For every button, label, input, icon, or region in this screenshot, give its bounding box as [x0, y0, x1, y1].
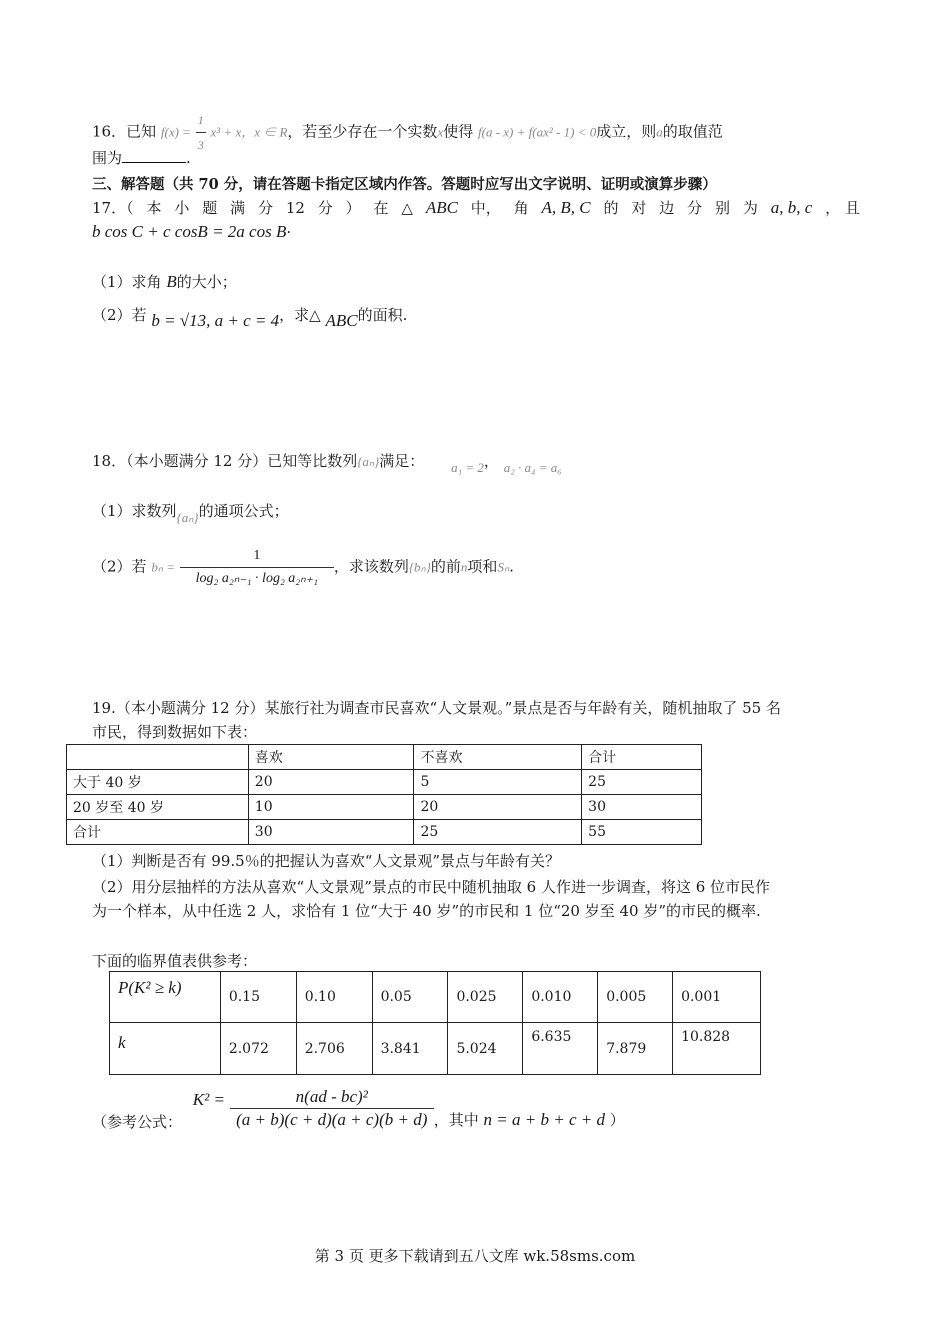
q17-p2-abc: ABC [325, 311, 358, 330]
formula-k2: K² = [192, 1089, 225, 1109]
q18-p2-s: Sₙ [497, 559, 510, 575]
q16-frac-den: 3 [197, 138, 204, 152]
q18-p2-n: n [460, 559, 468, 575]
q19-part2-line2: 为一个样本，从中任选 2 人，求恰有 1 位“大于 40 岁”的市民和 1 位“20 岁至 40 岁”的市民的概率. [92, 902, 761, 920]
q18-p2-mid2: 的前 [430, 557, 461, 576]
survey-row [67, 820, 702, 845]
q17-lead-char: 小 [174, 199, 190, 217]
q17-lead-char: 本 [146, 199, 162, 217]
q18-bn: bₙ = [151, 559, 176, 575]
q16-mid2: 使得 [443, 122, 474, 141]
formula-n: n = a + b + c + d [483, 1109, 605, 1129]
q17-lead-char: ） [345, 199, 361, 217]
survey-cell: 30 [248, 820, 414, 845]
q16-line2-text: 围为 [92, 149, 123, 167]
page-footer: 第 3 页 更多下载请到五八文库 wk.58sms.com [314, 1247, 636, 1265]
q17-p2-mid: ，求△ [279, 306, 321, 324]
q18-p2-mid3: 项和 [467, 557, 498, 576]
crit-p-cell: 0.025 [448, 972, 523, 1023]
survey-cell: 55 [582, 820, 702, 845]
crit-k-cell: 7.879 [598, 1023, 673, 1075]
q17-lead-char: 12 [285, 199, 305, 217]
q17-lead-char: 在 [373, 199, 389, 217]
q17-part1 [92, 271, 237, 292]
q17-angles: A, B, C [541, 198, 591, 217]
q17-side-char: 对 [631, 199, 647, 217]
q18-fraction [180, 545, 334, 590]
crit-k-cell: 2.072 [220, 1023, 296, 1075]
q19-part1: （1）判断是否有 99.5％的把握认为喜欢“人文景观”景点与年龄有关？ [92, 852, 561, 870]
crit-p-label [110, 972, 221, 1023]
crit-k-label-text: k [118, 1033, 126, 1052]
q18-p2-end: . [509, 557, 514, 576]
crit-k-cell: 10.828 [673, 1023, 761, 1075]
q18-p1-post: 的通项公式； [198, 502, 289, 520]
survey-header-cell: 不喜欢 [414, 745, 582, 770]
q17-lead-char: △ [401, 199, 413, 217]
survey-header-cell: 合计 [582, 745, 702, 770]
crit-p-cell: 0.15 [220, 972, 296, 1023]
survey-row [67, 795, 702, 820]
q18-seq: {aₙ} [357, 454, 380, 469]
q18-cond2: a₂ · a₄ = a₆ [503, 460, 562, 475]
crit-p-row [110, 972, 761, 1023]
formula-den: (a + b)(c + d)(a + c)(b + d) [236, 1110, 428, 1129]
q17-p2-math: b = √13, a + c = 4 [151, 311, 280, 330]
crit-k-cell: 2.706 [296, 1023, 372, 1075]
survey-cell: 20 [248, 770, 414, 795]
formula-mid: ，其中 [433, 1110, 479, 1129]
survey-cell: 25 [582, 770, 702, 795]
q17-line1 [92, 197, 860, 218]
q16-var-a: a [656, 124, 663, 140]
q17-mid-char: 角 [513, 199, 529, 217]
q18-p2-seq: {bₙ} [408, 559, 431, 575]
q17-lead-char: 题 [202, 199, 218, 217]
q18-pre: 18．（本小题满分 12 分）已知等比数列 [92, 452, 358, 470]
q17-lead-char: 17．（ [92, 199, 134, 217]
q18-cond1: a₁ = 2 [451, 460, 484, 475]
critical-value-table [109, 971, 761, 1075]
q16-frac-num: 1 [196, 108, 206, 133]
formula-end: ） [609, 1110, 625, 1129]
survey-row [67, 770, 702, 795]
crit-p-label-text: P(K² ≥ k) [118, 978, 182, 997]
q19-part2-line1: （2）用分层抽样的方法从喜欢“人文景观”景点的市民中随机抽取 6 人作进一步调查，将这 6 位市民作 [92, 878, 771, 896]
q18-part2 [92, 545, 514, 590]
q17-p1-post: 的大小； [176, 273, 237, 291]
q16-fraction [196, 108, 206, 157]
q18-mid: 满足： [379, 452, 425, 470]
survey-cell: 20 [414, 795, 582, 820]
q16-line2 [92, 147, 191, 168]
survey-cell: 5 [414, 770, 582, 795]
q17-tail: ， 且 [825, 199, 860, 217]
q18-frac-den: log₂ a₂ₙ₋₁ · log₂ a₂ₙ₊₁ [195, 571, 319, 586]
q18-p2-pre: （2）若 [92, 557, 147, 576]
q17-side-char: 分 [687, 199, 703, 217]
crit-k-cell: 5.024 [448, 1023, 523, 1075]
q17-abc: ABC [425, 198, 458, 217]
crit-p-cell: 0.001 [673, 972, 761, 1023]
q17-part2 [92, 304, 408, 330]
q16-f-lhs: f(x) = [160, 124, 191, 140]
crit-k-row [110, 1023, 761, 1075]
survey-cell: 合计 [67, 820, 249, 845]
q16-tail: 成立，则 [596, 122, 657, 141]
q17-eq-end: · [286, 223, 292, 241]
crit-k-label [110, 1023, 221, 1075]
crit-p-cell: 0.10 [296, 972, 372, 1023]
survey-table [66, 744, 702, 845]
q17-side-char: 边 [659, 199, 675, 217]
q16-var-x: x [437, 124, 444, 140]
q17-side-char: 为 [742, 199, 758, 217]
q17-p2-post: 的面积. [357, 306, 408, 324]
q17-lead-char: 分 [257, 199, 273, 217]
formula-pre: （参考公式： [92, 1112, 183, 1131]
q16-end: . [186, 149, 191, 167]
reference-formula [92, 1088, 625, 1133]
formula-num: n(ad - bc)² [230, 1086, 434, 1109]
q17-p2-pre: （2）若 [92, 306, 147, 324]
q18-line1 [92, 450, 562, 475]
survey-header-cell [67, 745, 249, 770]
q16-intro: 16．已知 [92, 122, 157, 141]
q18-p1-pre: （1）求数列 [92, 502, 177, 520]
q17-mid-char: 中， [470, 199, 501, 217]
q17-lead-char: 分 [317, 199, 333, 217]
q16-mid: ，若至少存在一个实数 [287, 122, 438, 141]
q17-line2 [92, 222, 291, 242]
q18-frac-num: 1 [180, 545, 334, 568]
crit-k-cell: 3.841 [372, 1023, 448, 1075]
q18-part1 [92, 500, 289, 525]
q17-lead-char: 满 [230, 199, 246, 217]
q17-equation: b cos C + c cosB = 2a cos B [92, 222, 287, 241]
survey-header-cell: 喜欢 [248, 745, 414, 770]
survey-header-row [67, 745, 702, 770]
q18-comma: ， [483, 452, 499, 470]
q17-p1-var: B [166, 272, 177, 291]
crit-k-cell: 6.635 [523, 1023, 598, 1075]
q17-side-char: 别 [715, 199, 731, 217]
crit-p-cell: 0.005 [598, 972, 673, 1023]
section-3-heading: 三、解答题（共 70 分，请在答题卡指定区域内作答。答题时应写出文字说明、证明或演算步骤） [92, 176, 717, 193]
q16-f-rhs: x³ + x，x ∈ R [210, 124, 288, 140]
q19-line2: 市民，得到数据如下表： [92, 723, 258, 741]
answer-blank [122, 150, 186, 163]
q18-p2-mid: ，求该数列 [333, 557, 409, 576]
survey-cell: 25 [414, 820, 582, 845]
q16-tail2: 的取值范 [662, 122, 723, 141]
formula-fraction [230, 1086, 434, 1131]
q16-inequality: f(a - x) + f(ax² - 1) < 0 [478, 124, 597, 140]
survey-cell: 大于 40 岁 [67, 770, 249, 795]
crit-p-cell: 0.05 [372, 972, 448, 1023]
q19-line1: 19.（本小题满分 12 分）某旅行社为调查市民喜欢“人文景观。”景点是否与年龄有关，随机抽取了 55 名 [92, 699, 781, 717]
survey-cell: 20 岁至 40 岁 [67, 795, 249, 820]
q18-p1-seq: {aₙ} [176, 510, 199, 525]
q17-sides: a, b, c [770, 198, 813, 217]
crit-p-cell: 0.010 [523, 972, 598, 1023]
q17-side-char: 的 [603, 199, 619, 217]
survey-cell: 30 [582, 795, 702, 820]
reference-title: 下面的临界值表供参考： [92, 952, 258, 970]
q17-p1-pre: （1）求角 [92, 273, 162, 291]
survey-cell: 10 [248, 795, 414, 820]
